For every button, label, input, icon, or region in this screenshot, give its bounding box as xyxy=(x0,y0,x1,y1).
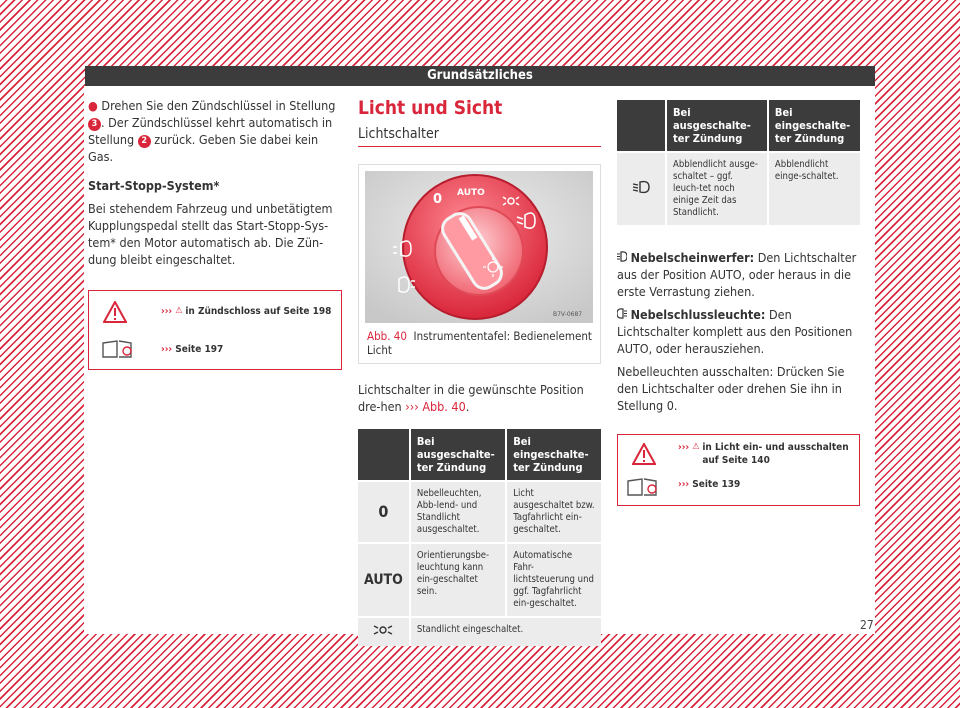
fog-paragraph xyxy=(617,249,860,300)
column-2 xyxy=(358,96,601,646)
table-row xyxy=(358,481,601,543)
table-cell: Licht ausgeschaltet bzw. Tagfahrlicht ein-geschaltet. xyxy=(506,481,601,543)
table-row xyxy=(617,152,860,225)
light-switch-table xyxy=(358,429,601,646)
caption-label: Abb. 40 xyxy=(367,329,407,343)
light-switch-image xyxy=(365,171,593,323)
fog-light-text xyxy=(617,249,860,414)
section-heading: Start-Stopp-System* xyxy=(88,178,220,193)
text: zurück. Geben Sie dabei kein Gas. xyxy=(88,132,319,164)
warning-box xyxy=(617,434,860,506)
table-cell: Nebelleuchten, Abb-lend- und Standlicht ausgeschaltet. xyxy=(410,481,506,543)
text: Drehen Sie den Zündschlüssel in Stellung xyxy=(101,98,336,113)
figure-40 xyxy=(358,164,601,364)
fog-text: Den Lichtschalter aus der Position AUTO, oder heraus in die erste Verrastung ziehen. xyxy=(617,250,857,299)
page-header: Grundsätzliches xyxy=(85,66,875,86)
caption-text: Instrumententafel: Bedienelement Licht xyxy=(367,329,592,357)
warning-box xyxy=(88,290,342,370)
table-header-on: Bei eingeschalte-ter Zündung xyxy=(768,100,860,152)
section-title: Licht und Sicht xyxy=(358,97,503,119)
column-3 xyxy=(617,100,860,506)
instruction-paragraph: Lichtschalter in die gewünschte Position dre-hen ››› Abb. 40. xyxy=(358,382,584,414)
figure-link-text: Abb. 40 xyxy=(422,399,466,414)
rear-fog-icon xyxy=(617,307,631,322)
position-symbol: 0 xyxy=(358,481,410,543)
table-header-off: Bei ausgeschalte-ter Zündung xyxy=(666,100,768,152)
start-stop-paragraph: Bei stehendem Fahrzeug und unbetätigtem Kupplungspedal stellt das Start-Stopp-Sys-tem* den Motor automatisch ab. Die Zün-dung bleibt eingeschaltet. xyxy=(88,201,333,267)
text: . Der Zündschlüssel kehrt automatisch in Stellung xyxy=(88,115,333,147)
page-reference[interactable]: ››› Seite 139 xyxy=(678,479,741,490)
reference-link-text: Seite 139 xyxy=(692,479,741,490)
table-cell: Standlicht eingeschaltet. xyxy=(410,617,601,646)
table-header-off: Bei ausgeschalte-ter Zündung xyxy=(410,429,506,481)
table-header-row xyxy=(358,429,601,481)
knob-label-auto: AUTO xyxy=(457,188,485,198)
position-badge: 3 xyxy=(88,118,101,131)
position-symbol: AUTO xyxy=(358,543,410,617)
figure-code: B7V-0687 xyxy=(553,311,583,318)
table-header-on: Bei eingeschalte-ter Zündung xyxy=(506,429,601,481)
book-icon xyxy=(101,339,135,359)
page-reference[interactable]: ››› Seite 197 xyxy=(161,341,223,358)
fog-label: Nebelscheinwerfer: xyxy=(630,250,755,265)
table-row xyxy=(358,617,601,646)
figure-caption xyxy=(359,329,600,363)
table-header-row xyxy=(617,100,860,152)
table-cell: Abblendlicht einge-schaltet. xyxy=(768,152,860,225)
warning-link-text: in Zündschloss auf Seite 198 xyxy=(185,306,332,317)
position-badge: 2 xyxy=(138,135,151,148)
bullet-icon: ● xyxy=(88,98,98,113)
table-header-empty xyxy=(358,429,410,481)
warning-link-text: in Licht ein- und ausschalten auf Seite 140 xyxy=(702,442,849,466)
light-switch-knob-illustration xyxy=(365,171,593,323)
light-switch-table-continued xyxy=(617,100,860,225)
step-paragraph xyxy=(88,97,342,165)
rear-fog-label: Nebelschlussleuchte: xyxy=(630,307,766,322)
figure-link[interactable]: ››› Abb. 40 xyxy=(405,399,466,414)
page-number: 27 xyxy=(860,618,874,632)
warning-triangle-icon xyxy=(632,443,656,465)
front-fog-icon xyxy=(617,250,631,265)
side-light-icon xyxy=(358,617,410,646)
book-icon xyxy=(626,477,660,497)
table-cell: Orientierungsbe-leuchtung kann ein-geschaltet sein. xyxy=(410,543,506,617)
text: Lichtschalter in die gewünschte Position dre-hen xyxy=(358,382,584,414)
column-1 xyxy=(88,97,342,370)
fog-off-paragraph: Nebelleuchten ausschalten: Drücken Sie den Lichtschalter oder drehen Sie ihn in Stellung 0. xyxy=(617,364,845,413)
table-cell: Automatische Fahr-lichtsteuerung und ggf. Tagfahrlicht ein-geschaltet. xyxy=(506,543,601,617)
warning-reference[interactable]: ››› ⚠ in Zündschloss auf Seite 198 xyxy=(161,303,331,320)
rear-fog-paragraph xyxy=(617,306,860,357)
reference-link-text: Seite 197 xyxy=(175,344,224,355)
warning-triangle-icon xyxy=(103,301,127,323)
table-cell: Abblendlicht ausge-schaltet – ggf. leuch-tet noch einige Zeit das Standlicht. xyxy=(666,152,768,225)
section-subtitle: Lichtschalter xyxy=(358,126,601,147)
rear-fog-text: Den Lichtschalter komplett aus den Positionen AUTO, oder herausziehen. xyxy=(617,307,853,356)
table-header-empty xyxy=(617,100,666,152)
table-row xyxy=(358,543,601,617)
warning-reference[interactable]: ››› ⚠ in Licht ein- und ausschalten auf Seite 140 xyxy=(678,441,853,467)
knob-label-off: 0 xyxy=(433,192,443,207)
low-beam-icon xyxy=(617,152,666,225)
